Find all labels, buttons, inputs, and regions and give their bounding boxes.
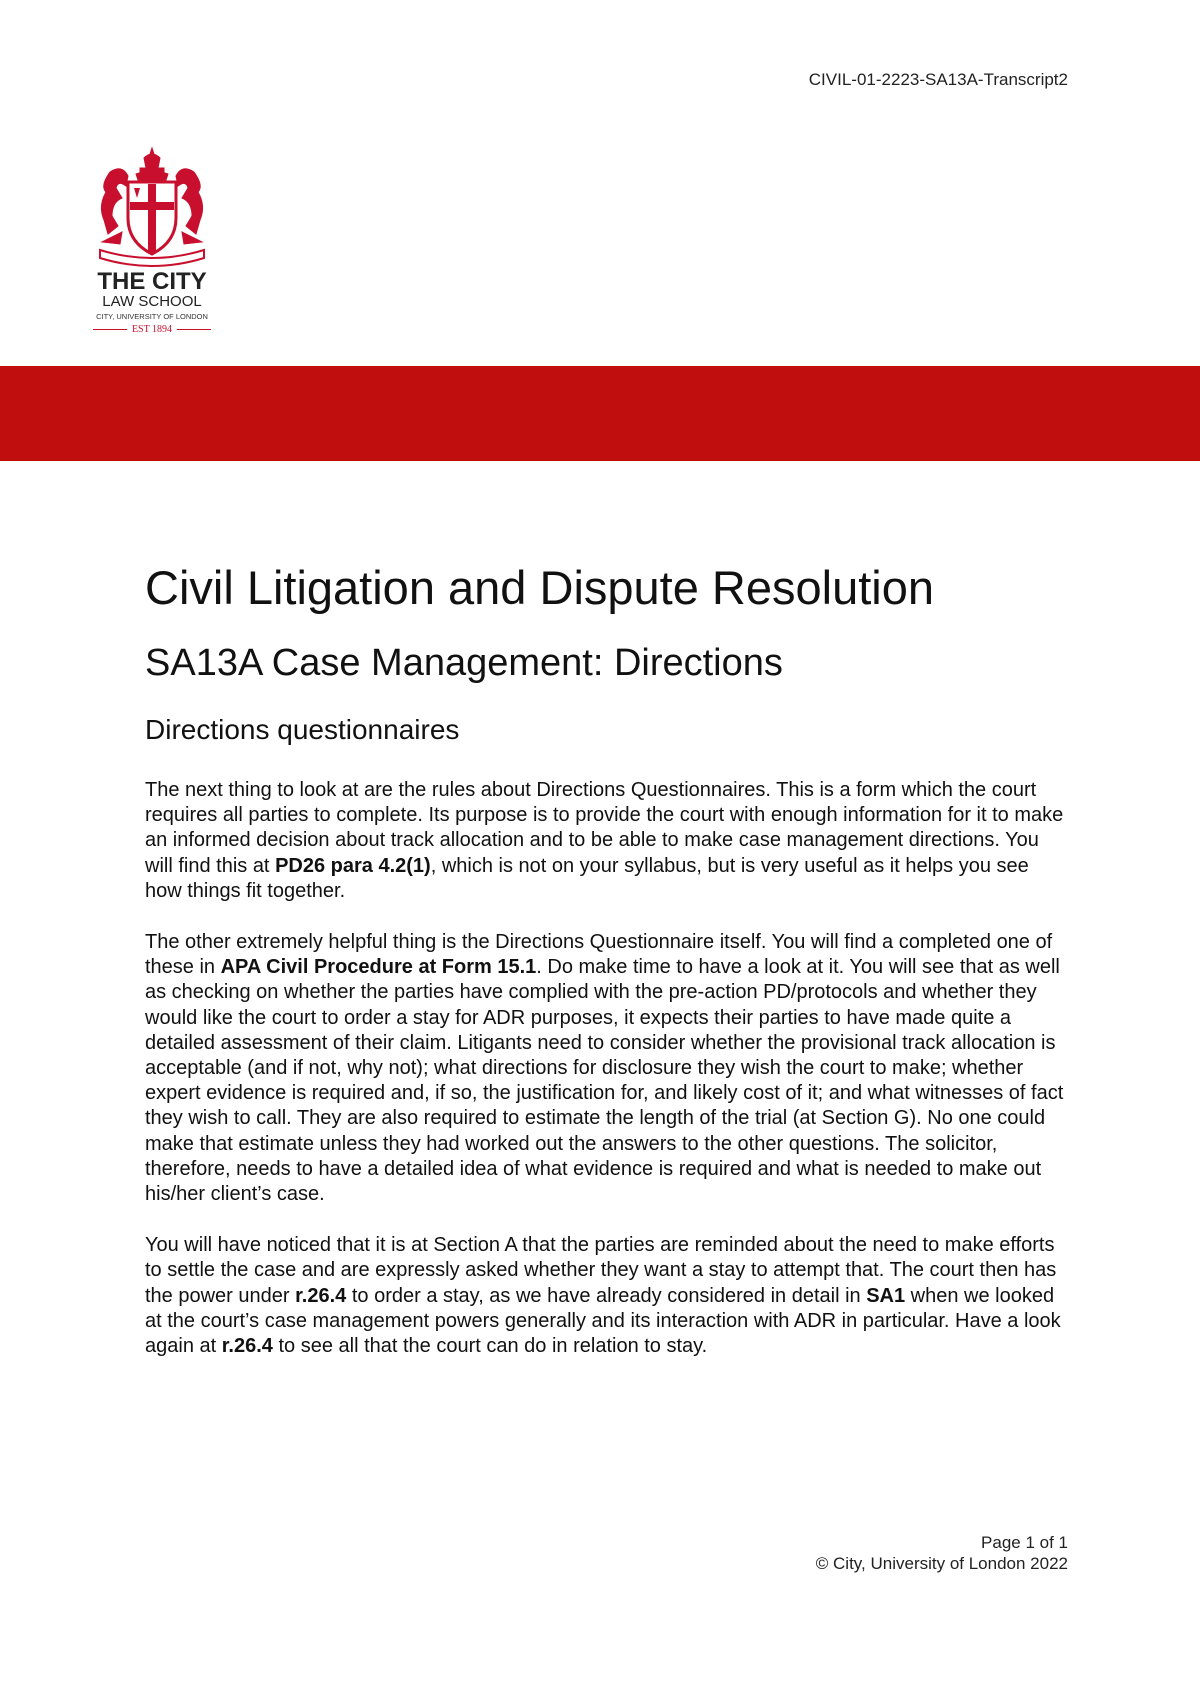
paragraph-1-reference: PD26 para 4.2(1) [275,854,431,877]
page-number: Page 1 of 1 [981,1533,1068,1552]
paragraph-3-text-a: You will have noticed that it is at Section A that the parties are reminded about the need to make efforts to settle the case and are expressly asked whether they want a stay to attempt that. The court then has the power under [145,1234,1057,1307]
document-code: CIVIL-01-2223-SA13A-Transcript2 [808,70,1068,89]
paragraph-1-text-a: The next thing to look at are the rules about Directions Questionnaires. This is a form which the court requires all parties to complete. Its purpose is to provide the court with enough information for it to make an informed decision about track allocation and to be able to make case management directions. You will find this at [145,779,1064,877]
document-subtitle: SA13A Case Management: Directions [145,642,783,684]
logo-title: THE CITY [97,268,207,295]
paragraph-3 [145,1233,1065,1359]
paragraph-3-text-g: to see all that the court can do in relation to stay. [272,1335,708,1358]
paragraph-2-text-c: . Do make time to have a look at it. You will see that as well as checking on whether the parties have complied with the pre-action PD/protocols and whether they would like the court to order a stay for ADR purposes, it expects their parties to have made quite a detailed assessment of their claim. Litigants need to consider whether the provisional track allocation is acceptable (and if not, why not); what directions for disclosure they wish the court to make; whether expert evidence is required and, if so, the justification for, and likely cost of it; and what witnesses of fact they wish to call. They are also required to estimate the length of the trial (at Section G). No one could make that estimate unless they had worked out the answers to the other questions. The solicitor, therefore, needs to have a detailed idea of what evidence is required and what is needed to make out his/her client’s case. [145,956,1064,1206]
logo-university: CITY, UNIVERSITY OF LONDON [96,312,208,321]
paragraph-3-text-c: to order a stay, as we have already considered in detail in [346,1284,867,1307]
paragraph-1-text-c: , which is not on your syllabus, but is very useful as it helps you see how things fit together. [145,854,1029,902]
paragraph-3-reference-rule: r.26.4 [295,1284,347,1307]
paragraph-2-reference: APA Civil Procedure at Form 15.1 [220,956,537,979]
header-red-band [0,366,1200,461]
document-title: Civil Litigation and Dispute Resolution [145,561,934,614]
paragraph-2 [145,930,1065,1207]
section-heading: Directions questionnaires [145,714,460,745]
logo-subtitle: LAW SCHOOL [102,293,202,310]
paragraph-2-text-a: The other extremely helpful thing is the Directions Questionnaire itself. You will find a completed one of these in [145,931,1053,979]
document-body [145,560,1065,1359]
paragraph-3-text-e: when we looked at the court’s case management powers generally and its interaction with ADR in particular. Have a look again at [145,1284,1061,1358]
logo-established: EST 1894 [82,324,222,336]
paragraph-3-reference-sa1: SA1 [866,1284,906,1307]
paragraph-3-reference-rule-again: r.26.4 [221,1335,273,1358]
page-footer [816,1532,1068,1574]
copyright-notice: © City, University of London 2022 [815,1554,1068,1573]
paragraph-1 [145,778,1065,904]
city-law-school-logo [82,146,222,346]
coat-of-arms-icon [82,146,222,268]
